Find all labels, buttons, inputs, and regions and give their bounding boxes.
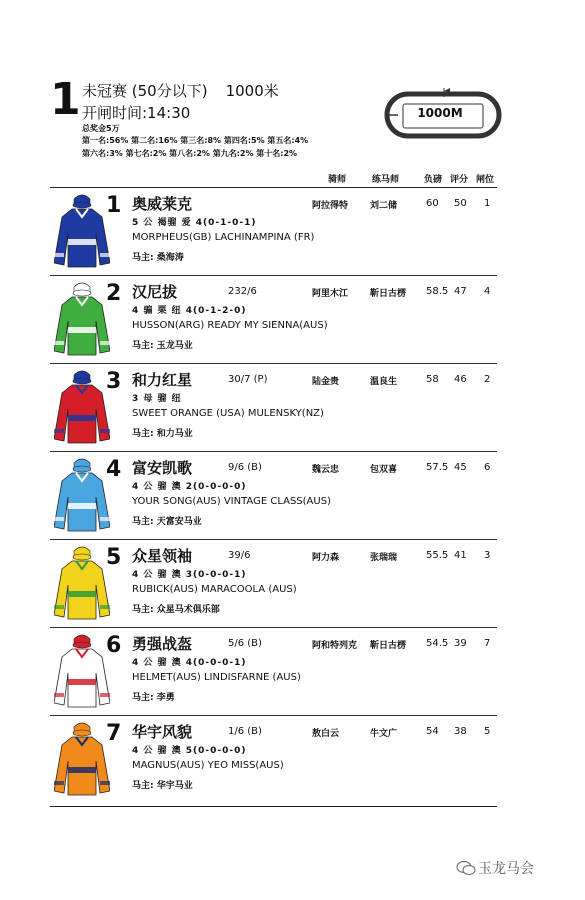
owner: 马主: 李勇 (132, 693, 175, 703)
trainer-name: 靳日古楞 (370, 641, 407, 651)
horse-name: 和力红星 (132, 371, 193, 389)
entry-row (50, 629, 497, 715)
draw: 7 (484, 638, 491, 649)
owner: 马主: 华宇马业 (132, 781, 193, 791)
odds: 9/6 (B) (228, 462, 262, 473)
col-weight: 负磅 (424, 175, 443, 185)
draw: 5 (484, 726, 491, 737)
horse-name: 勇强战盔 (132, 635, 193, 653)
trainer-name: 牛文广 (370, 729, 398, 739)
horse-number: 6 (106, 633, 122, 658)
pedigree: RUBICK(AUS) MARACOOLA (AUS) (132, 584, 297, 595)
col-jockey: 骑师 (328, 175, 347, 185)
col-trainer: 练马师 (372, 175, 400, 185)
race-number: 1 (50, 74, 81, 125)
rating: 50 (454, 198, 467, 209)
start-time: 开闸时间:14:30 (82, 104, 191, 122)
entry-row (50, 277, 497, 363)
odds: 1/6 (B) (228, 726, 262, 737)
wechat-icon (456, 860, 476, 876)
pedigree: MAGNUS(AUS) YEO MISS(AUS) (132, 760, 284, 771)
horse-name: 汉尼拔 (132, 283, 178, 301)
race-distance: 1000米 (225, 82, 279, 100)
pedigree: MORPHEUS(GB) LACHINAMPINA (FR) (132, 232, 315, 243)
owner: 马主: 众星马术俱乐部 (132, 605, 220, 615)
jockey-silks-icon (54, 545, 110, 621)
jockey-name: 魏云忠 (312, 465, 340, 475)
rating: 47 (454, 286, 467, 297)
entry-divider (50, 539, 497, 540)
horse-info: 4 骟 栗 纽 4(0-1-2-0) (132, 306, 247, 316)
entry-row (50, 453, 497, 539)
pedigree: SWEET ORANGE (USA) MULENSKY(NZ) (132, 408, 324, 419)
horse-info: 3 母 骝 纽 (132, 394, 182, 404)
trainer-name: 靳日古楞 (370, 289, 407, 299)
draw: 4 (484, 286, 491, 297)
pedigree: HELMET(AUS) LINDISFARNE (AUS) (132, 672, 301, 683)
rating: 41 (454, 550, 467, 561)
weight: 58 (426, 374, 439, 385)
owner: 马主: 天富安马业 (132, 517, 202, 527)
horse-info: 5 公 褐骝 爱 4(0-1-0-1) (132, 218, 257, 228)
pedigree: HUSSON(ARG) READY MY SIENNA(AUS) (132, 320, 328, 331)
owner: 马主: 桑海涛 (132, 253, 184, 263)
trainer-name: 温良生 (370, 377, 398, 387)
rating: 46 (454, 374, 467, 385)
weight: 60 (426, 198, 439, 209)
jockey-silks-icon (54, 193, 110, 269)
trainer-name: 张瑞瑞 (370, 553, 398, 563)
jockey-name: 陆金贵 (312, 377, 340, 387)
header-divider (50, 187, 497, 188)
jockey-name: 阿力森 (312, 553, 340, 563)
jockey-silks-icon (54, 369, 110, 445)
entry-row (50, 541, 497, 627)
jockey-silks-icon (54, 281, 110, 357)
col-draw: 闸位 (476, 175, 495, 185)
odds: 39/6 (228, 550, 251, 561)
col-rating: 评分 (450, 175, 469, 185)
rating: 39 (454, 638, 467, 649)
weight: 54.5 (426, 638, 449, 649)
entry-row (50, 189, 497, 275)
race-title: 未冠赛 (50分以下) (82, 82, 208, 100)
horse-info: 4 公 骝 澳 5(0-0-0-0) (132, 746, 247, 756)
entry-divider (50, 363, 497, 364)
draw: 6 (484, 462, 491, 473)
entry-divider (50, 451, 497, 452)
watermark: 玉龙马会 (478, 861, 534, 877)
entry-divider (50, 275, 497, 276)
horse-number: 4 (106, 457, 122, 482)
horse-number: 7 (106, 721, 122, 746)
entry-divider (50, 627, 497, 628)
weight: 54 (426, 726, 439, 737)
weight: 58.5 (426, 286, 449, 297)
horse-name: 富安凯歌 (132, 459, 193, 477)
odds: 5/6 (B) (228, 638, 262, 649)
jockey-silks-icon (54, 721, 110, 797)
trainer-name: 刘二储 (370, 201, 398, 211)
jockey-silks-icon (54, 457, 110, 533)
bottom-divider (50, 806, 497, 807)
horse-number: 1 (106, 193, 122, 218)
odds: 232/6 (228, 286, 257, 297)
owner: 马主: 和力马业 (132, 429, 193, 439)
horse-number: 2 (106, 281, 122, 306)
horse-name: 华宇风貌 (132, 723, 193, 741)
weight: 57.5 (426, 462, 449, 473)
jockey-name: 阿和特列克 (312, 641, 358, 651)
draw: 3 (484, 550, 491, 561)
horse-info: 4 公 骝 澳 2(0-0-0-0) (132, 482, 247, 492)
rating: 38 (454, 726, 467, 737)
entry-divider (50, 715, 497, 716)
horse-number: 3 (106, 369, 122, 394)
draw: 2 (484, 374, 491, 385)
horse-name: 奥威莱克 (132, 195, 193, 213)
jockey-name: 敖白云 (312, 729, 340, 739)
prize-distribution-1: 第一名:56% 第二名:16% 第三名:8% 第四名:5% 第五名:4% (82, 136, 309, 145)
jockey-silks-icon (54, 633, 110, 709)
horse-info: 4 公 骝 澳 4(0-0-0-1) (132, 658, 247, 668)
track-distance-label: 1000M (417, 106, 463, 120)
weight: 55.5 (426, 550, 449, 561)
entry-row (50, 717, 497, 803)
horse-name: 众星领袖 (132, 547, 193, 565)
entry-row (50, 365, 497, 451)
trainer-name: 包双喜 (370, 465, 398, 475)
rating: 45 (454, 462, 467, 473)
jockey-name: 阿拉得特 (312, 201, 349, 211)
horse-number: 5 (106, 545, 122, 570)
draw: 1 (484, 198, 491, 209)
total-prize: 总奖金5万 (82, 124, 120, 133)
jockey-name: 阿里木江 (312, 289, 349, 299)
pedigree: YOUR SONG(AUS) VINTAGE CLASS(AUS) (132, 496, 331, 507)
owner: 马主: 玉龙马业 (132, 341, 193, 351)
race-title-line (82, 80, 279, 101)
odds: 30/7 (P) (228, 374, 268, 385)
prize-distribution-2: 第六名:3% 第七名:2% 第八名:2% 第九名:2% 第十名:2% (82, 149, 298, 158)
horse-info: 4 公 骝 澳 3(0-0-0-1) (132, 570, 247, 580)
